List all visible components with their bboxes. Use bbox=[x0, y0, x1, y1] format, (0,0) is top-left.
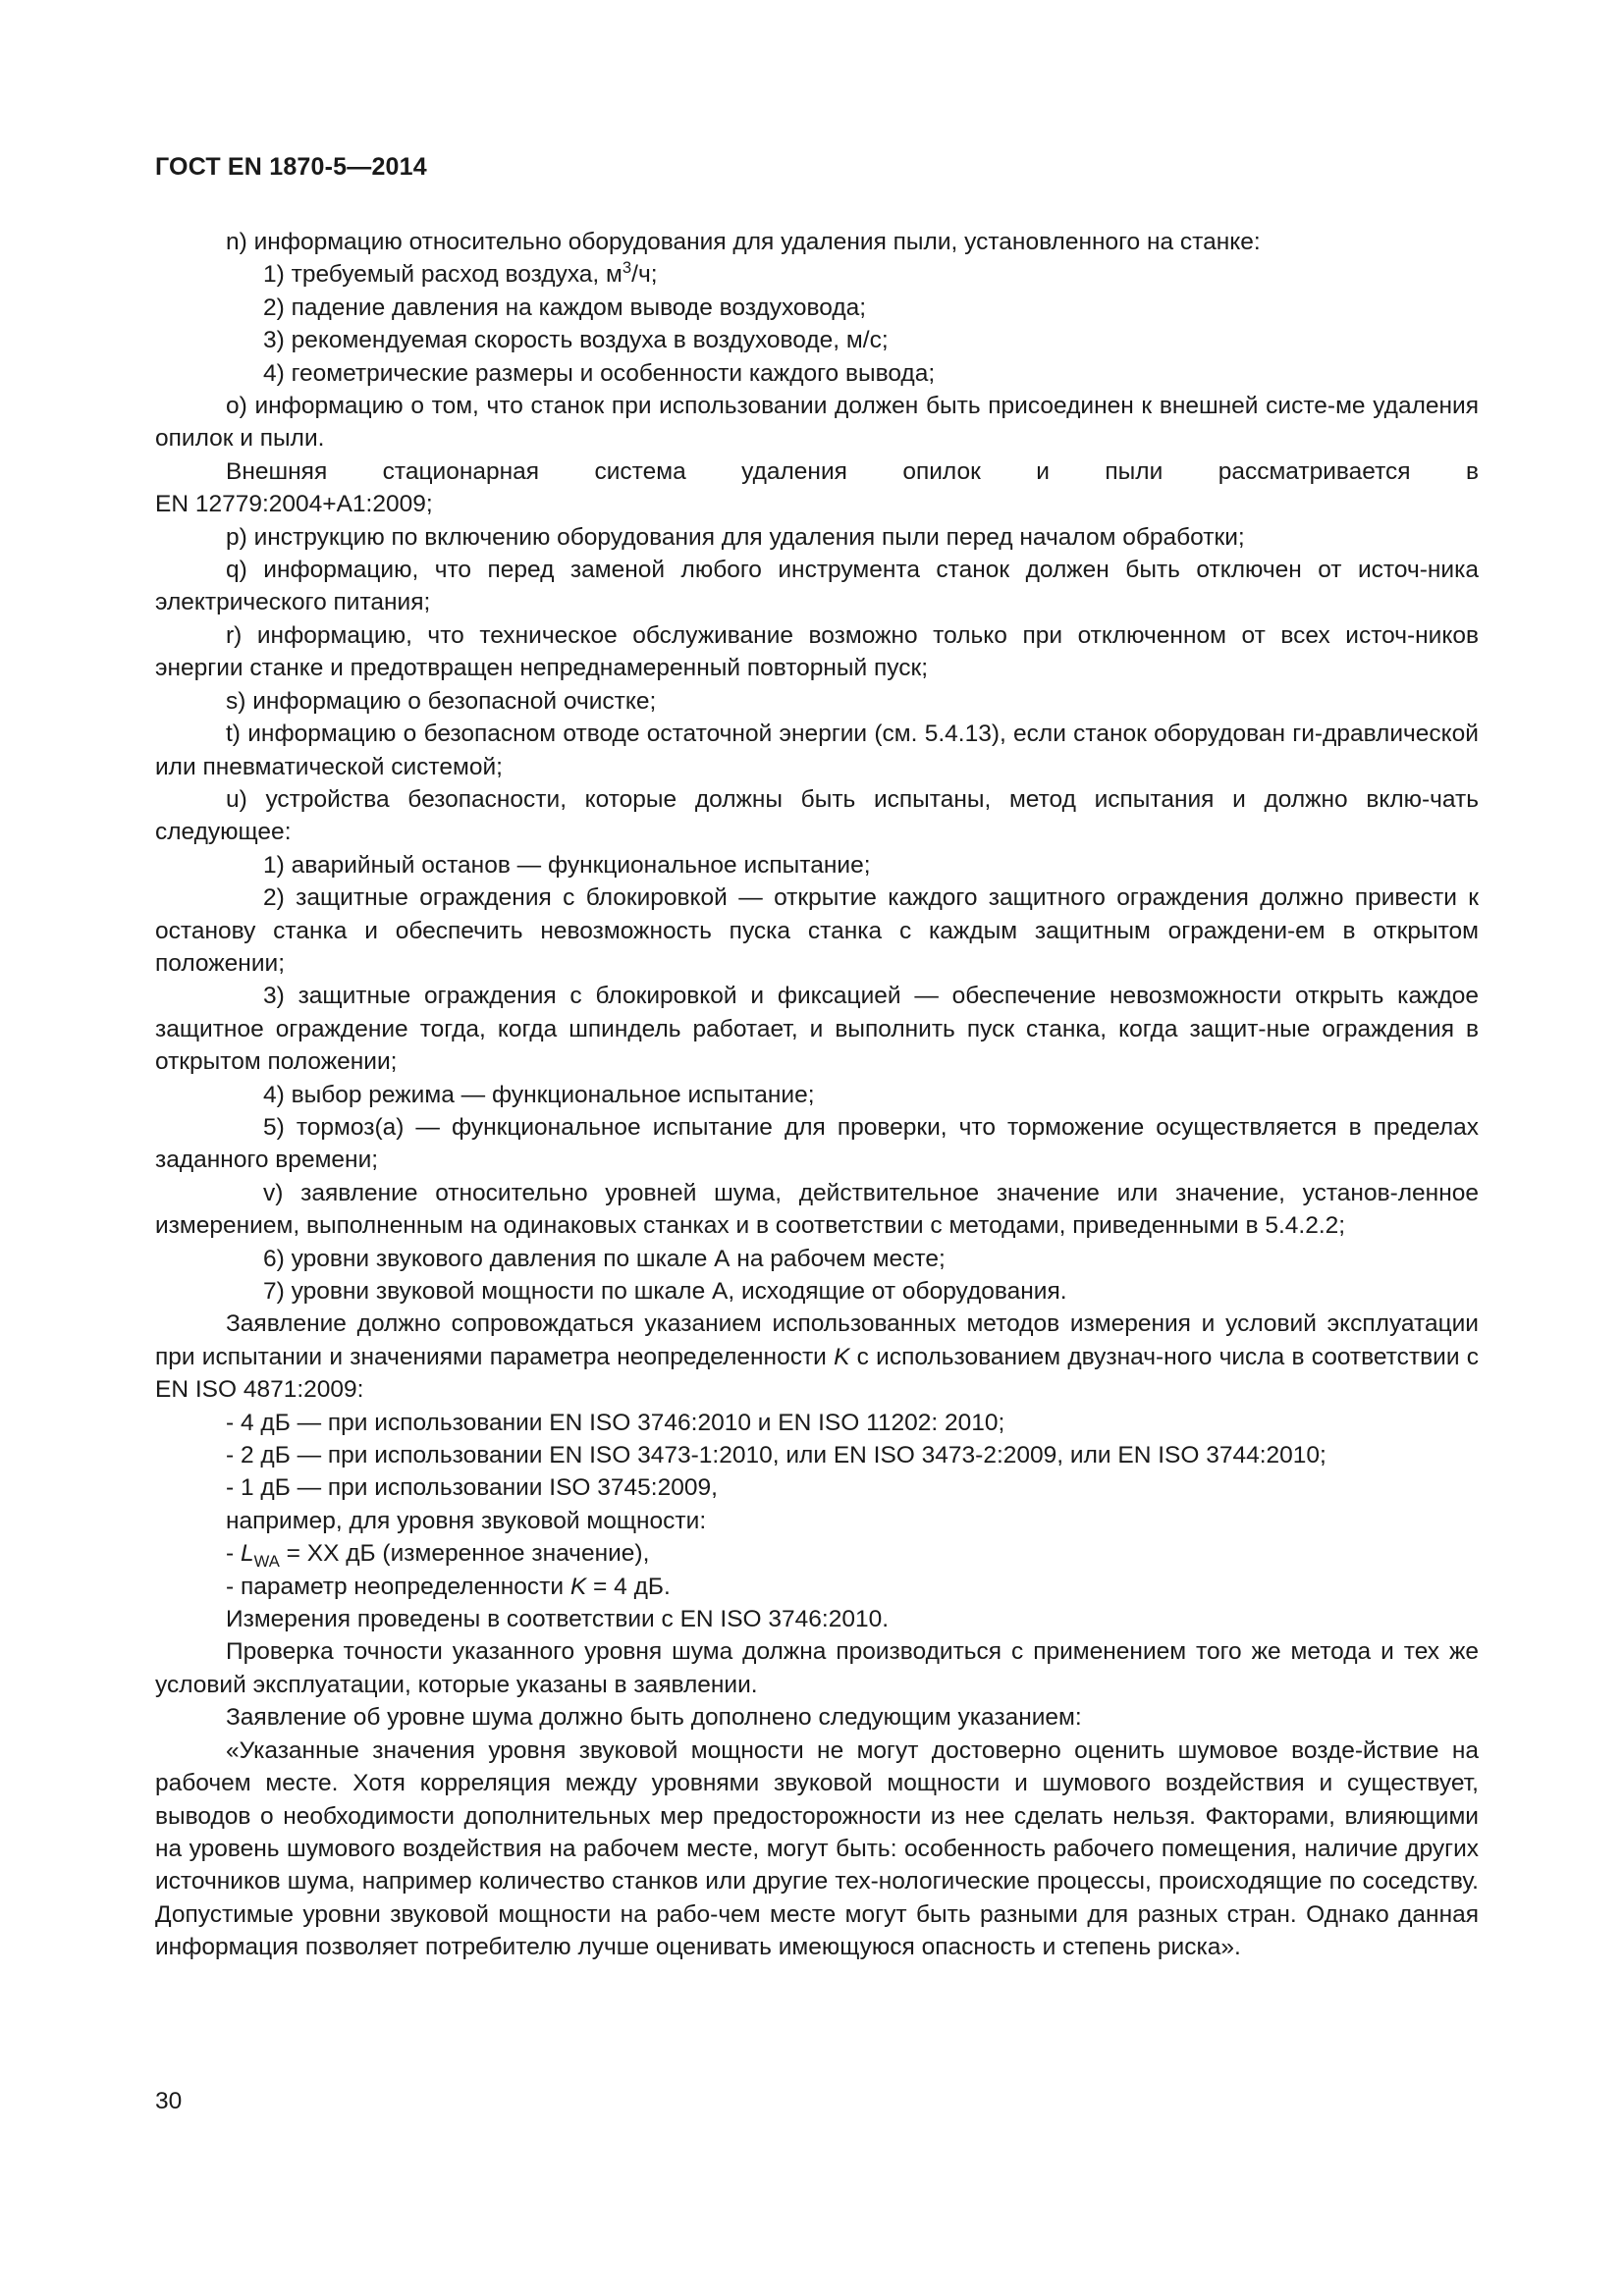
document-code-header: ГОСТ EN 1870-5—2014 bbox=[155, 153, 427, 181]
item-v6: 6) уровни звукового давления по шкале А на рабочем месте; bbox=[263, 1245, 946, 1272]
example-k: - параметр неопределенности K = 4 дБ. bbox=[226, 1573, 671, 1600]
page-number: 30 bbox=[155, 2088, 183, 2114]
check-paragraph: Проверка точности указанного уровня шума должна производиться с применением того же метода и тех же условий эксплуатации, которые указаны в заявлении. bbox=[155, 1638, 1479, 1698]
item-o-note-line2: EN 12779:2004+A1:2009; bbox=[155, 491, 433, 518]
item-u3: 3) защитные ограждения с блокировкой и фиксацией — обеспечение невозможности открыть каждое защитное ограждение тогда, когда шпиндель работает, и выполнить пуск станка, когда защит-ные ограждения в открытом положении; bbox=[155, 983, 1479, 1076]
item-n4: 4) геометрические размеры и особенности каждого вывода; bbox=[263, 359, 936, 387]
item-q: q) информацию, что перед заменой любого инструмента станок должен быть отключен от источ-ника электрического питания; bbox=[155, 557, 1479, 616]
measured-statement: Измерения проведены в соответствии с EN ISO 3746:2010. bbox=[226, 1606, 890, 1633]
uncertainty-2db: - 2 дБ — при использовании EN ISO 3473-1:2010, или EN ISO 3473-2:2009, или EN ISO 3744:2010; bbox=[226, 1442, 1326, 1469]
uncertainty-4db: - 4 дБ — при использовании EN ISO 3746:2010 и EN ISO 11202: 2010; bbox=[226, 1409, 1005, 1436]
item-v: v) заявление относительно уровней шума, действительное значение или значение, установ-ленное измерением, выполненным на одинаковых станках и в соответствии с методами, приведенными в 5.4.2.2; bbox=[155, 1179, 1479, 1240]
quote-paragraph: «Указанные значения уровня звуковой мощности не могут достоверно оценить шумовое возде-йствие на рабочем месте. Хотя корреляция между уровнями звуковой мощности и шумового воздействия и существует, выводов о необходимости дополнительных мер предосторожности из нее сделать нельзя. Факторами, влияющими на уровень шумового воздействия на рабочем месте, могут быть: особенность рабочего помещения, наличие других источников шума, например количество станков или другие тех-нологические процессы, происходящие по соседству. Допустимые уровни звуковой мощности на рабо-чем месте могут быть разными для разных стран. Однако данная информация позволяет потребителю лучше оценивать имеющуюся опасность и степень риска». bbox=[155, 1736, 1479, 1961]
item-s: s) информацию о безопасной очистке; bbox=[226, 687, 657, 715]
item-u4: 4) выбор режима — функциональное испытание; bbox=[263, 1081, 815, 1108]
item-u2: 2) защитные ограждения с блокировкой — открытие каждого защитного ограждения должно привести к останову станка и обеспечить невозможность пуска станка с каждым защитным ограждени-ем в открытом положении; bbox=[155, 884, 1479, 977]
item-u5: 5) тормоз(а) — функциональное испытание для проверки, что торможение осуществляется в пределах заданного времени; bbox=[155, 1113, 1479, 1174]
item-o: о) информацию о том, что станок при использовании должен быть присоединен к внешней систе-ме удаления опилок и пыли. bbox=[155, 393, 1479, 453]
example-intro: например, для уровня звуковой мощности: bbox=[226, 1507, 707, 1534]
item-t: t) информацию о безопасном отводе остаточной энергии (см. 5.4.13), если станок оборудован ги-дравлической или пневматической системой; bbox=[155, 721, 1479, 780]
example-lwa: - $L_{WA}$ = XX дБ (измеренное значение), bbox=[226, 1540, 650, 1572]
item-n: n) информацию относительно оборудования для удаления пыли, установленного на станке: bbox=[226, 229, 1261, 255]
item-r: r) информацию, что техническое обслуживание возможно только при отключенном от всех источ-ников энергии станке и предотвращен непреднамеренный повторный пуск; bbox=[155, 621, 1479, 682]
item-u: u) устройства безопасности, которые должны быть испытаны, метод испытания и должно вклю-чать следующее: bbox=[155, 785, 1479, 846]
item-p: p) инструкцию по включению оборудования для удаления пыли перед началом обработки; bbox=[226, 523, 1245, 551]
supplement-paragraph: Заявление об уровне шума должно быть дополнено следующим указанием: bbox=[226, 1704, 1082, 1732]
statement-paragraph: Заявление должно сопровождаться указанием использованных методов измерения и условий эксплуатации при испытании и значениями параметра неопределенности K с использованием двузнач-ного числа в соответствии с EN ISO 4871:2009: bbox=[155, 1310, 1479, 1404]
item-v7: 7) уровни звуковой мощности по шкале А, исходящие от оборудования. bbox=[263, 1278, 1067, 1305]
item-o-note-line1: Внешняя стационарная система удаления опилок и пыли рассматривается в bbox=[226, 457, 1479, 485]
item-n2: 2) падение давления на каждом выводе воздуховода; bbox=[263, 294, 867, 321]
item-n3: 3) рекомендуемая скорость воздуха в воздуховоде, м/с; bbox=[263, 327, 889, 354]
item-n1: 1) требуемый расход воздуха, $м^3/ч$; bbox=[263, 258, 658, 289]
item-u1: 1) аварийный останов — функциональное испытание; bbox=[263, 851, 871, 879]
uncertainty-1db: - 1 дБ — при использовании ISO 3745:2009, bbox=[226, 1474, 718, 1502]
page-body bbox=[155, 226, 1479, 1964]
